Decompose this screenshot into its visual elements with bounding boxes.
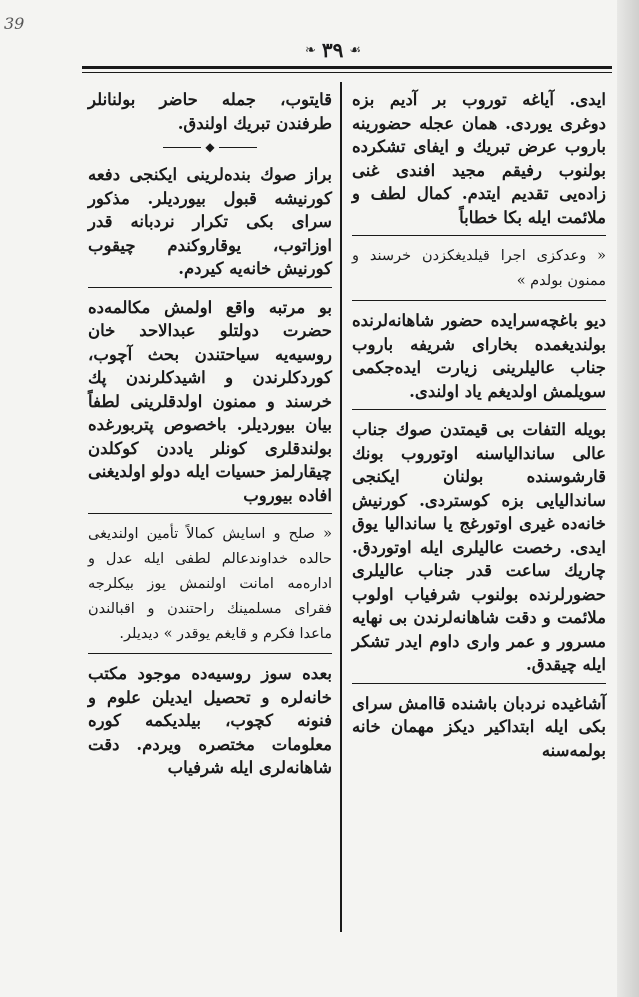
section-rule [352, 300, 606, 301]
page-number: ٣٩ [321, 38, 344, 62]
left-paragraph-1: براز صوك بنده‌لرینی ایکنجی دفعه کورنیشه قبول بیوردیلر. مذکور سرای بکی تکرار نردبانه قدر اوزاتوب، یوقاروکندم چیقوب کورنیش خانه‌یه کیردم. [88, 165, 332, 278]
right-paragraph-1: ایدی. آیاغه توروب بر آدیم بزه دوغری یوردی. همان عجله حضورینه باروب عرض تبریك و ایفای تشکرده بولنوب رفیقم مجید افندی غنی زاده‌یی تقدیم ایتدم. کمال لطف و ملائمت ایله بکا خطاباً [352, 90, 606, 227]
section-rule [352, 409, 606, 410]
left-paragraph-2: بو مرتبه واقع اولمش مکالمه‌ده حضرت دولتلو عبدالاحد خان روسیه‌یه سیاحتندن بحث آچوب، کوردکلرندن و اشیدکلرندن پك خرسند و ممنون اولدقلرینی لطفاً بیان بیوردیلر. باخصوص پتربورغده بولندقلری کونلر یاددن کوکلدن چیقارلمز حسیات ایله دولو اولدیغنی افاده بیوروب [88, 297, 332, 505]
header-rule-thin [82, 72, 612, 73]
right-paragraph-4: آشاغیده نردبان باشنده قاامش سرای بکی ایله ابتداکیر دیکز مهمان خانه بولمه‌سنه [352, 693, 606, 760]
right-paragraph-2: دیو باغچه‌سرایده حضور شاهانه‌لرنده بولندیغمده بخارای شریفه باروب جناب عالیلرینی زیارت ایده‌جکمی سویلمش اولدیغم یاد اولندی. [352, 311, 606, 401]
margin-note: 39 [4, 14, 25, 33]
right-column [352, 88, 606, 768]
ornament-line [163, 147, 201, 148]
left-quote: « صلح و اسایش کمالاً تأمین اولندیغی حالده خداوندعالم لطفی ایله عدل و اداره‌مه امانت اولنمش یوز بیکلرجه فقرای مسلمینك راحتندن و اقبالندن ماعدا فکرم و قایغم یوقدر » دیدیلر. [88, 526, 332, 642]
left-top-paragraph: قایتوب، جمله حاضر بولنانلر طرفندن تبریك اولندق. [88, 90, 332, 133]
right-quote: « وعدکزی اجرا قیلدیغکزدن خرسند و ممنون بولدم » [352, 248, 606, 289]
ornament-line [219, 147, 257, 148]
section-rule [88, 513, 332, 514]
page-binding-edge [617, 0, 639, 997]
section-ornament [88, 141, 332, 153]
column-divider [340, 82, 342, 932]
left-column [88, 88, 332, 786]
diamond-icon: ◆ [205, 140, 215, 154]
page-header [285, 36, 381, 64]
right-paragraph-3: بویله التفات بی قیمتدن صوك جناب عالی ساندالیاسنه اوتوروب بونك قارشوسنده بولنان ایکنجی ساندالیایی بزه کوستردی. کورنیش خانه‌ده غیری اوتورغج یا ساندالیا یوق ایدی. رخصت عالیلری ایله اوتوردق. چاریك ساعت قدر جناب عالیلری حضورلرنده بولنوب شرفیاب اولوب ملائمت و دقت شاهانه‌لرندن بی نهایه مسرور و عمر واری داوم ایدر تشکر ایله چیقدق. [352, 420, 606, 674]
section-rule [352, 235, 606, 236]
ornament-left-icon: ❧ [304, 42, 316, 58]
left-final-paragraph: بعده سوز روسیه‌ده موجود مکتب خانه‌لره و تحصیل ایدیلن علوم و فنونه کچوب، بیلدیکمه کوره معلومات مختصره ویردم. دقت شاهانه‌لری ایله شرفیاب [88, 664, 332, 777]
header-rule [82, 66, 612, 69]
section-rule [88, 653, 332, 654]
section-rule [352, 683, 606, 684]
ornament-right-icon: ☙ [349, 42, 362, 58]
section-rule [88, 287, 332, 288]
